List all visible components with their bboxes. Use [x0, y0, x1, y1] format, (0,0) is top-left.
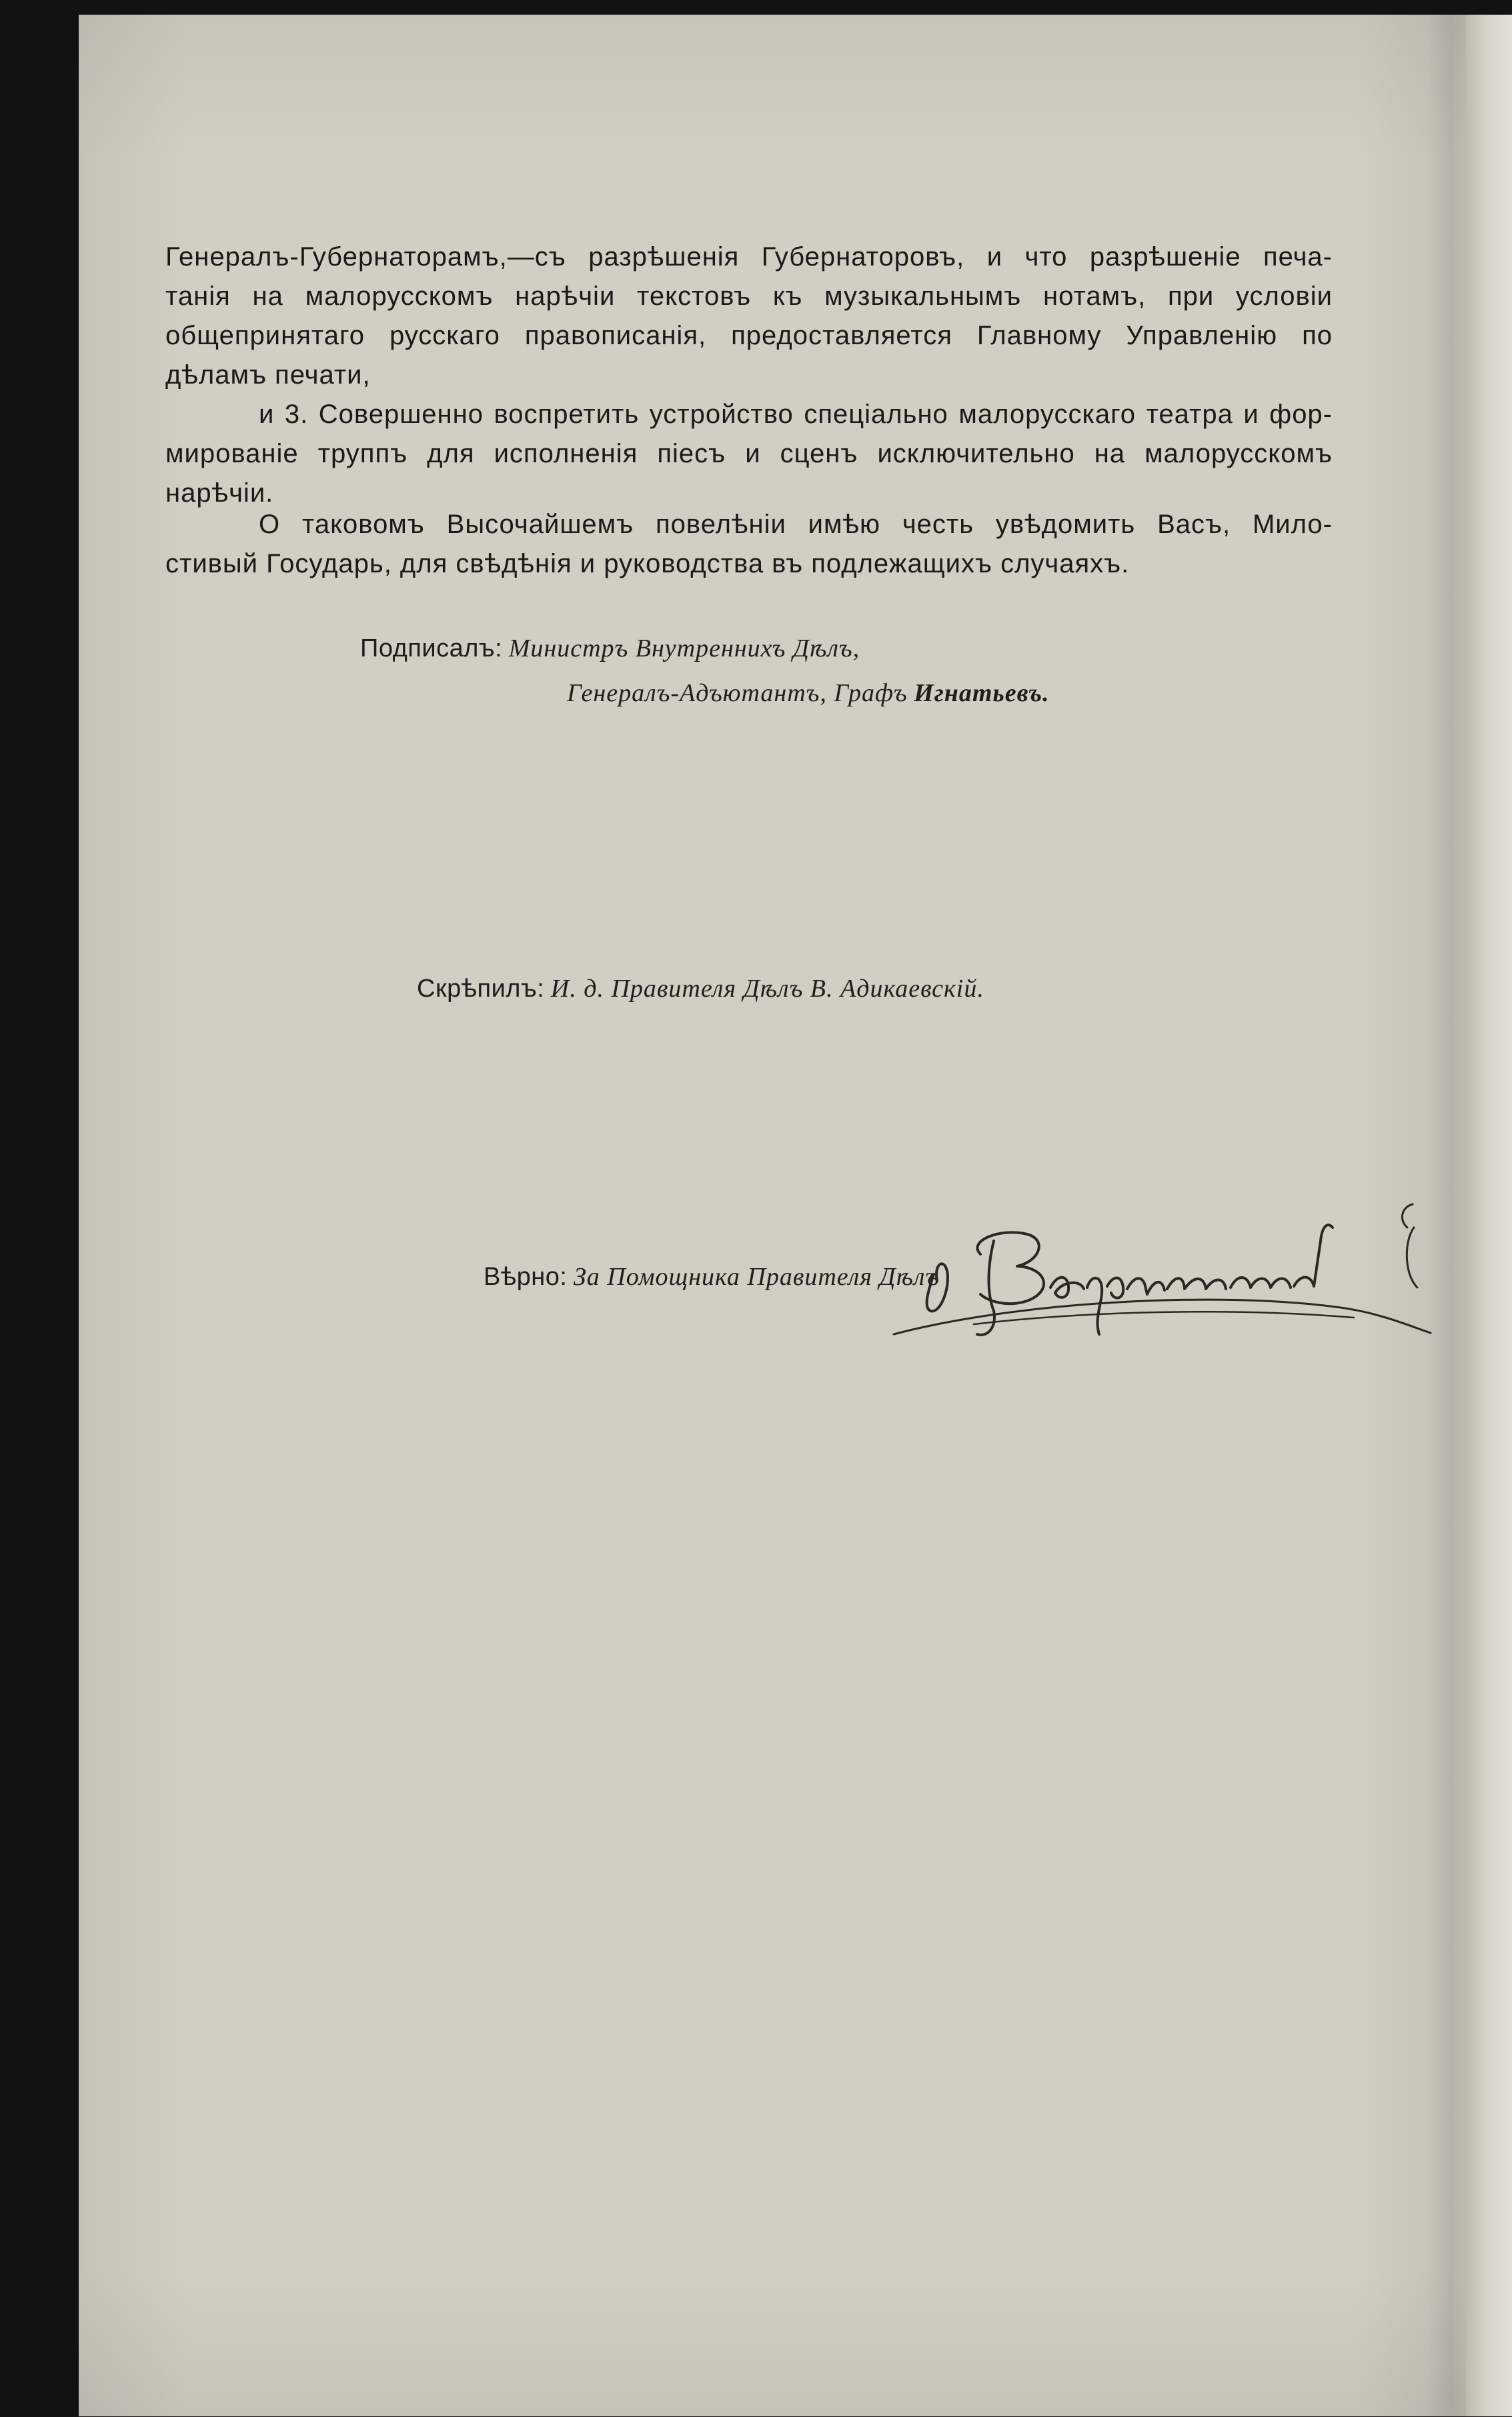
paragraph-2-line-3: нарѣчіи.	[165, 478, 274, 508]
countersigned-text: И. д. Правителя Дѣлъ В. Адикаевскій.	[550, 975, 984, 1003]
paragraph-3-line-2: стивый Государь, для свѣдѣнія и руководства въ подлежащихъ случаяхъ.	[165, 549, 1130, 578]
paragraph-3	[165, 505, 1333, 584]
paragraph-2-line-2: мированіе труппъ для исполненія піесъ и сценъ исключительно на малорусскомъ	[165, 439, 1333, 468]
paragraph-2-line-1: и 3. Совершенно воспретить устройство спеціально малорусскаго театра и фор-	[259, 400, 1333, 429]
paragraph-1	[165, 237, 1333, 395]
countersigned-label: Скрѣпилъ:	[417, 975, 545, 1003]
paragraph-3-line-1: О таковомъ Высочайшемъ повелѣніи имѣю честь увѣдомить Васъ, Мило-	[259, 510, 1333, 539]
signed-line-2	[567, 678, 1050, 708]
signed-line-1	[360, 634, 860, 663]
paragraph-1-line-1: Генералъ-Губернаторамъ,—съ разрѣшенія Губернаторовъ, и что разрѣшеніе печа-	[165, 242, 1333, 272]
paragraph-1-line-2: танія на малорусскомъ нарѣчіи текстовъ къ музыкальнымъ нотамъ, при условіи	[165, 282, 1333, 311]
certified-line	[484, 1262, 939, 1292]
paragraph-2	[165, 395, 1333, 513]
signed-label: Подписалъ:	[360, 634, 503, 662]
signed-rank: Генералъ-Адъютантъ, Графъ	[567, 679, 908, 707]
signed-name: Игнатьевъ.	[914, 679, 1050, 707]
paragraph-1-line-3: общепринятаго русскаго правописанія, предоставляется Главному Управленію по	[165, 321, 1333, 350]
handwritten-signature	[887, 1201, 1441, 1354]
certified-text: За Помощника Правителя Дѣлъ	[573, 1263, 940, 1291]
page-edge-strip	[1466, 15, 1512, 2416]
certified-label: Вѣрно:	[484, 1263, 568, 1291]
signed-title: Министръ Внутреннихъ Дѣлъ,	[508, 634, 860, 662]
paragraph-1-line-4: дѣламъ печати,	[165, 360, 371, 390]
countersigned-line	[417, 974, 984, 1003]
